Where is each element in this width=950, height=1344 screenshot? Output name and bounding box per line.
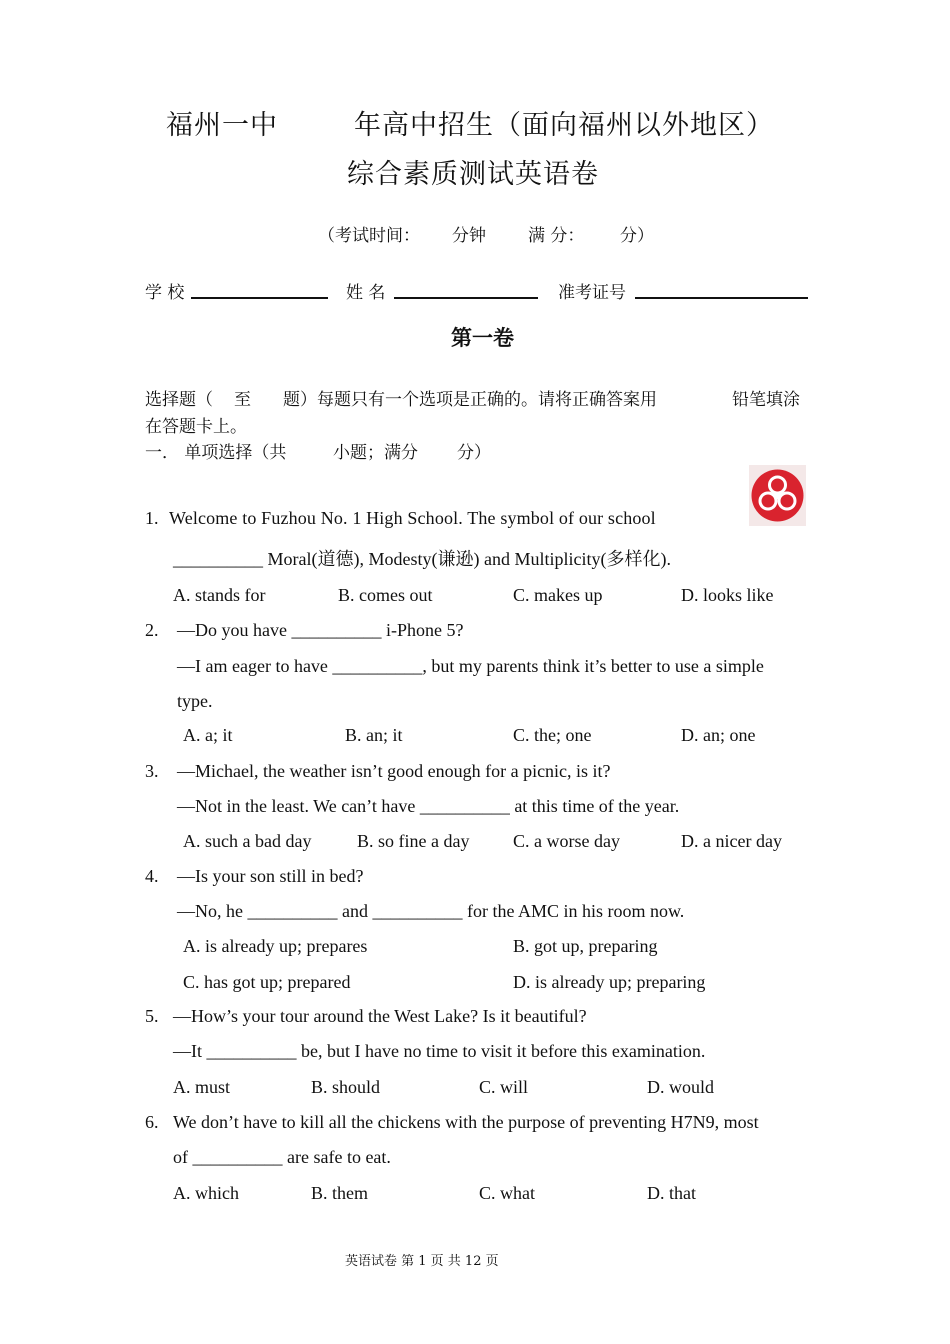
exam-id-label: 准考证号: [558, 283, 626, 303]
question-3-option-a[interactable]: A. such a bad day: [183, 831, 312, 851]
school-field[interactable]: [191, 278, 328, 299]
question-3-number: 3.: [145, 761, 159, 781]
subtitle: 综合素质测试英语卷: [347, 159, 599, 190]
question-4-line1: —Is your son still in bed?: [177, 866, 364, 886]
question-5-option-c[interactable]: C. will: [479, 1077, 529, 1097]
exam-minutes-label: 分钟: [452, 226, 486, 246]
volume-title: 第一卷: [451, 326, 514, 350]
question-6-number: 6.: [145, 1112, 159, 1132]
question-3-line1: —Michael, the weather isn’t good enough for a picnic, is it?: [177, 761, 611, 781]
instructions-line2: 在答题卡上。: [145, 417, 247, 437]
question-5-option-d[interactable]: D. would: [647, 1077, 714, 1097]
instructions-b: 至: [234, 390, 251, 410]
question-4-line2: —No, he __________ and __________ for the AMC in his room now.: [177, 901, 685, 921]
question-4-option-b[interactable]: B. got up, preparing: [513, 936, 658, 956]
question-1-line2: __________ Moral(道德), Modesty(谦逊) and Multiplicity(多样化).: [173, 549, 671, 569]
question-2-number: 2.: [145, 620, 159, 640]
instructions-c: 题）每题只有一个选项是正确的。请将正确答案用: [283, 390, 657, 410]
question-4-option-a[interactable]: A. is already up; prepares: [183, 936, 368, 956]
instructions-d: 铅笔填涂: [732, 390, 800, 410]
part-title-a: 一． 单项选择（共: [145, 443, 287, 463]
question-6-option-a[interactable]: A. which: [173, 1183, 239, 1203]
question-6-line2: of __________ are safe to eat.: [173, 1147, 391, 1167]
full-score-label: 满 分：: [528, 226, 585, 246]
part-title-c: 分）: [457, 443, 491, 463]
name-label: 姓 名: [346, 283, 386, 303]
question-2-line2: —I am eager to have __________, but my parents think it’s better to use a simple: [177, 656, 764, 676]
question-4-option-c[interactable]: C. has got up; prepared: [183, 972, 351, 992]
question-1-line1: Welcome to Fuzhou No. 1 High School. The symbol of our school: [169, 508, 656, 528]
question-1-option-b[interactable]: B. comes out: [338, 585, 433, 605]
question-6-option-d[interactable]: D. that: [647, 1183, 696, 1203]
exam-id-field[interactable]: [635, 278, 808, 299]
question-5-line1: —How’s your tour around the West Lake? Is it beautiful?: [173, 1006, 587, 1026]
exam-time-label: （考试时间：: [318, 226, 420, 246]
part-title-b: 小题；满分: [333, 443, 418, 463]
question-2-option-b[interactable]: B. an; it: [345, 725, 403, 745]
question-3-option-b[interactable]: B. so fine a day: [357, 831, 470, 851]
school-emblem-icon: [749, 465, 806, 526]
question-1-option-d[interactable]: D. looks like: [681, 585, 774, 605]
question-5-number: 5.: [145, 1006, 159, 1026]
question-3-option-d[interactable]: D. a nicer day: [681, 831, 782, 851]
question-2-line1: —Do you have __________ i-Phone 5?: [177, 620, 464, 640]
question-2-option-c[interactable]: C. the; one: [513, 725, 592, 745]
question-6-option-c[interactable]: C. what: [479, 1183, 535, 1203]
page-footer: 英语试卷 第 1 页 共 12 页: [345, 1254, 499, 1269]
title-part1: 福州一中: [166, 110, 278, 141]
question-2-option-d[interactable]: D. an; one: [681, 725, 756, 745]
instructions-a: 选择题（: [145, 390, 213, 410]
question-1-option-a[interactable]: A. stands for: [173, 585, 266, 605]
question-2-option-a[interactable]: A. a; it: [183, 725, 233, 745]
question-5-line2: —It __________ be, but I have no time to visit it before this examination.: [173, 1041, 706, 1061]
question-6-line1: We don’t have to kill all the chickens with the purpose of preventing H7N9, most: [173, 1112, 759, 1132]
question-1-option-c[interactable]: C. makes up: [513, 585, 603, 605]
question-1-number: 1.: [145, 508, 159, 528]
name-field[interactable]: [394, 278, 538, 299]
question-3-line2: —Not in the least. We can’t have __________ at this time of the year.: [177, 796, 680, 816]
question-2-line3: type.: [177, 691, 213, 711]
question-4-number: 4.: [145, 866, 159, 886]
question-4-option-d[interactable]: D. is already up; preparing: [513, 972, 706, 992]
question-5-option-b[interactable]: B. should: [311, 1077, 381, 1097]
score-unit-label: 分）: [620, 226, 654, 246]
question-3-option-c[interactable]: C. a worse day: [513, 831, 620, 851]
title-part2: 年高中招生（面向福州以外地区）: [354, 110, 774, 141]
question-6-option-b[interactable]: B. them: [311, 1183, 368, 1203]
school-label: 学 校: [145, 283, 185, 303]
question-5-option-a[interactable]: A. must: [173, 1077, 231, 1097]
